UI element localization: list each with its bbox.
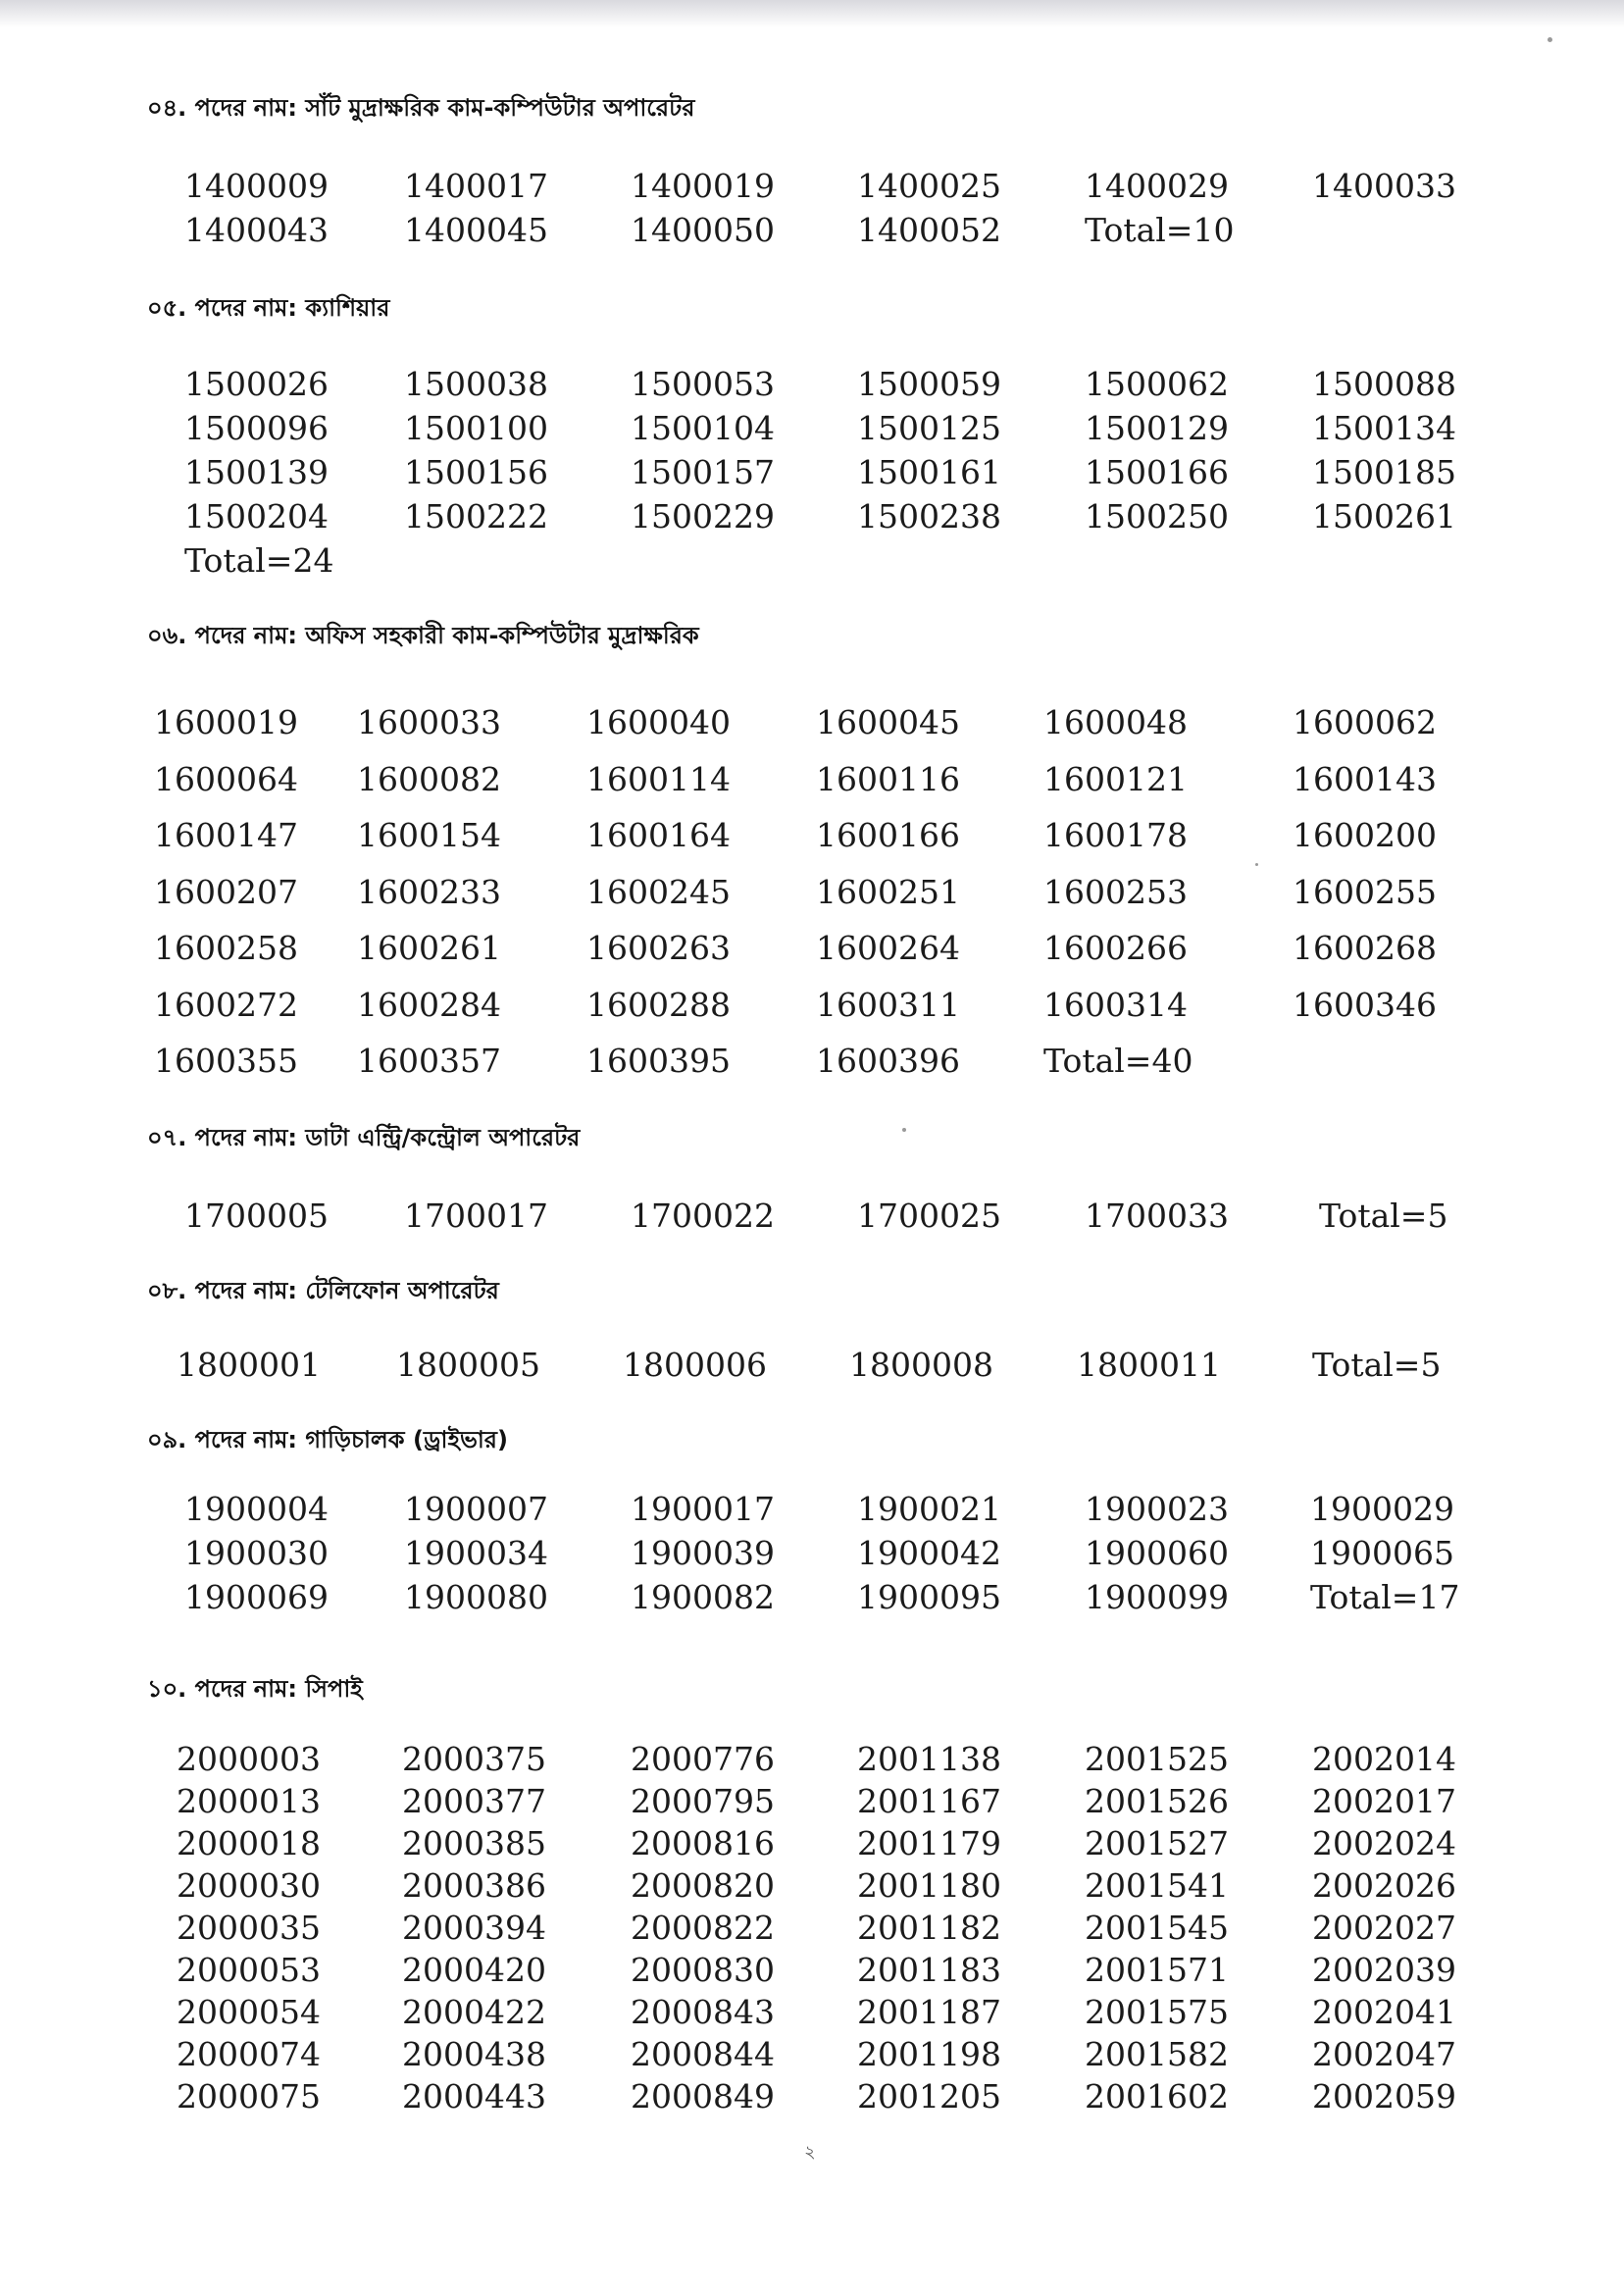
roll-number: 1600019 [154,703,298,741]
roll-number: 1600255 [1293,872,1437,911]
roll-number: 2000830 [631,1951,775,1989]
page-number: ২ [804,2142,816,2163]
roll-number: 1600233 [357,872,501,911]
roll-number: 2000003 [177,1740,321,1778]
roll-number: 2001525 [1085,1740,1229,1778]
roll-number: 1600166 [816,816,960,854]
roll-number: 1600266 [1043,929,1188,967]
roll-number: 2000018 [177,1824,321,1862]
roll-number: 2000075 [177,2077,321,2116]
roll-number: 1700025 [857,1197,1001,1235]
roll-number: 2000438 [402,2035,546,2073]
roll-number: 1700005 [184,1197,329,1235]
roll-number: 1600258 [154,929,298,967]
post-heading: ০৫. পদের নাম: ক্যাশিয়ার [147,294,390,322]
roll-number: 1500129 [1085,409,1229,447]
roll-number: 1700022 [631,1197,775,1235]
roll-number: 1500053 [631,365,775,403]
roll-number: 1600154 [357,816,501,854]
total-count: Total=17 [1310,1578,1460,1616]
roll-number: 1600314 [1043,985,1188,1024]
roll-number: 1600200 [1293,816,1437,854]
post-heading: ০৭. পদের নাম: ডাটা এন্ট্রি/কন্ট্রোল অপারেটর [147,1124,581,1151]
roll-number: 2002026 [1312,1866,1456,1905]
roll-number: 1900029 [1310,1490,1454,1528]
roll-number: 2001167 [857,1782,1001,1820]
roll-number: 1600082 [357,759,501,798]
roll-number: 2001179 [857,1824,1001,1862]
roll-number: 1400029 [1085,167,1229,205]
roll-number: 2002024 [1312,1824,1456,1862]
roll-number: 1900030 [184,1534,329,1572]
roll-number: 1500125 [857,409,1001,447]
total-count: Total=5 [1312,1346,1442,1384]
roll-number: 1600357 [357,1042,501,1080]
roll-number: 1900034 [404,1534,548,1572]
roll-number: 1600264 [816,929,960,967]
roll-number: 2000394 [402,1909,546,1947]
roll-number: 2001602 [1085,2077,1229,2116]
roll-number: 2001527 [1085,1824,1229,1862]
roll-number: 2000035 [177,1909,321,1947]
roll-number: 2000385 [402,1824,546,1862]
roll-number: 1500104 [631,409,775,447]
roll-number: 1600253 [1043,872,1188,911]
roll-number: 2000074 [177,2035,321,2073]
scan-speck [1548,37,1552,42]
roll-number: 1600396 [816,1042,960,1080]
roll-number: 1900099 [1085,1578,1229,1616]
roll-number: 2000776 [631,1740,775,1778]
roll-number: 2001205 [857,2077,1001,2116]
roll-number: 1500062 [1085,365,1229,403]
roll-number: 1400050 [631,211,775,249]
roll-number: 1900042 [857,1534,1001,1572]
roll-number: 1600033 [357,703,501,741]
roll-number: 2002039 [1312,1951,1456,1989]
roll-number: 1600245 [586,872,731,911]
roll-number: 1600164 [586,816,731,854]
roll-number: 1500166 [1085,453,1229,491]
roll-number: 2002059 [1312,2077,1456,2116]
roll-number: 1600263 [586,929,731,967]
roll-number: 1900004 [184,1490,329,1528]
roll-number: 1500185 [1312,453,1456,491]
roll-number: 2002047 [1312,2035,1456,2073]
roll-number: 1900017 [631,1490,775,1528]
total-count: Total=40 [1043,1042,1193,1080]
roll-number: 1600395 [586,1042,731,1080]
roll-number: 1600045 [816,703,960,741]
roll-number: 1900023 [1085,1490,1229,1528]
roll-number: 1900007 [404,1490,548,1528]
roll-number: 2000820 [631,1866,775,1905]
total-count: Total=10 [1085,211,1235,249]
roll-number: 1400043 [184,211,329,249]
roll-number: 2001138 [857,1740,1001,1778]
roll-number: 2002014 [1312,1740,1456,1778]
roll-number: 1900095 [857,1578,1001,1616]
roll-number: 1600064 [154,759,298,798]
roll-number: 2000443 [402,2077,546,2116]
roll-number: 1400009 [184,167,329,205]
roll-number: 1400045 [404,211,548,249]
roll-number: 1600284 [357,985,501,1024]
roll-number: 2000375 [402,1740,546,1778]
roll-number: 2001183 [857,1951,1001,1989]
roll-number: 1500261 [1312,497,1456,535]
roll-number: 1800006 [623,1346,767,1384]
roll-number: 1600355 [154,1042,298,1080]
roll-number: 1600288 [586,985,731,1024]
roll-number: 2001180 [857,1866,1001,1905]
roll-number: 1600346 [1293,985,1437,1024]
post-heading: ০৯. পদের নাম: গাড়িচালক (ড্রাইভার) [147,1426,508,1453]
total-count: Total=24 [184,541,334,580]
roll-number: 2000844 [631,2035,775,2073]
scan-speck [1255,863,1258,866]
roll-number: 1800001 [177,1346,321,1384]
roll-number: 2001545 [1085,1909,1229,1947]
roll-number: 2000795 [631,1782,775,1820]
roll-number: 1500156 [404,453,548,491]
roll-number: 1600207 [154,872,298,911]
roll-number: 2000420 [402,1951,546,1989]
roll-number: 2000013 [177,1782,321,1820]
post-heading: ০৪. পদের নাম: সাঁট মুদ্রাক্ষরিক কাম-কম্পিউটার অপারেটর [147,94,695,122]
roll-number: 2002027 [1312,1909,1456,1947]
post-heading: ০৮. পদের নাম: টেলিফোন অপারেটর [147,1277,499,1304]
roll-number: 1600261 [357,929,501,967]
roll-number: 1800011 [1077,1346,1221,1384]
roll-number: 1600062 [1293,703,1437,741]
roll-number: 1900082 [631,1578,775,1616]
roll-number: 1500026 [184,365,329,403]
roll-number: 2001541 [1085,1866,1229,1905]
roll-number: 1500222 [404,497,548,535]
roll-number: 2001187 [857,1993,1001,2031]
post-heading: ১০. পদের নাম: সিপাই [147,1675,363,1703]
roll-number: 1400033 [1312,167,1456,205]
roll-number: 1700017 [404,1197,548,1235]
roll-number: 1600251 [816,872,960,911]
roll-number: 1600268 [1293,929,1437,967]
roll-number: 2001526 [1085,1782,1229,1820]
roll-number: 1600116 [816,759,960,798]
roll-number: 1400052 [857,211,1001,249]
roll-number: 1500238 [857,497,1001,535]
roll-number: 1500096 [184,409,329,447]
scan-speck [902,1128,906,1132]
roll-number: 2000816 [631,1824,775,1862]
roll-number: 1600147 [154,816,298,854]
roll-number: 1900080 [404,1578,548,1616]
roll-number: 1500100 [404,409,548,447]
roll-number: 1600121 [1043,759,1188,798]
roll-number: 2001198 [857,2035,1001,2073]
roll-number: 1600048 [1043,703,1188,741]
roll-number: 1600040 [586,703,731,741]
roll-number: 1500229 [631,497,775,535]
roll-number: 2002017 [1312,1782,1456,1820]
roll-number: 1500161 [857,453,1001,491]
roll-number: 2000053 [177,1951,321,1989]
roll-number: 1500038 [404,365,548,403]
roll-number: 1900060 [1085,1534,1229,1572]
roll-number: 1500059 [857,365,1001,403]
roll-number: 1400017 [404,167,548,205]
roll-number: 1500157 [631,453,775,491]
roll-number: 1800005 [396,1346,540,1384]
roll-number: 1600143 [1293,759,1437,798]
roll-number: 2001571 [1085,1951,1229,1989]
roll-number: 2000843 [631,1993,775,2031]
scan-edge-shadow [0,0,1624,27]
roll-number: 2000386 [402,1866,546,1905]
roll-number: 1500204 [184,497,329,535]
roll-number: 1400025 [857,167,1001,205]
roll-number: 1600272 [154,985,298,1024]
roll-number: 2000030 [177,1866,321,1905]
roll-number: 1500250 [1085,497,1229,535]
roll-number: 1600311 [816,985,960,1024]
roll-number: 1900065 [1310,1534,1454,1572]
roll-number: 1400019 [631,167,775,205]
roll-number: 2000377 [402,1782,546,1820]
roll-number: 1600178 [1043,816,1188,854]
roll-number: 2002041 [1312,1993,1456,2031]
roll-number: 2001582 [1085,2035,1229,2073]
roll-number: 1500088 [1312,365,1456,403]
roll-number: 1900069 [184,1578,329,1616]
roll-number: 2001575 [1085,1993,1229,2031]
roll-number: 2000849 [631,2077,775,2116]
roll-number: 2000422 [402,1993,546,2031]
total-count: Total=5 [1319,1197,1448,1235]
roll-number: 2000822 [631,1909,775,1947]
roll-number: 1500134 [1312,409,1456,447]
post-heading: ০৬. পদের নাম: অফিস সহকারী কাম-কম্পিউটার মুদ্রাক্ষরিক [147,622,699,649]
roll-number: 1900021 [857,1490,1001,1528]
roll-number: 1900039 [631,1534,775,1572]
roll-number: 2000054 [177,1993,321,2031]
roll-number: 1800008 [849,1346,993,1384]
roll-number: 1700033 [1085,1197,1229,1235]
roll-number: 2001182 [857,1909,1001,1947]
roll-number: 1600114 [586,759,731,798]
roll-number: 1500139 [184,453,329,491]
